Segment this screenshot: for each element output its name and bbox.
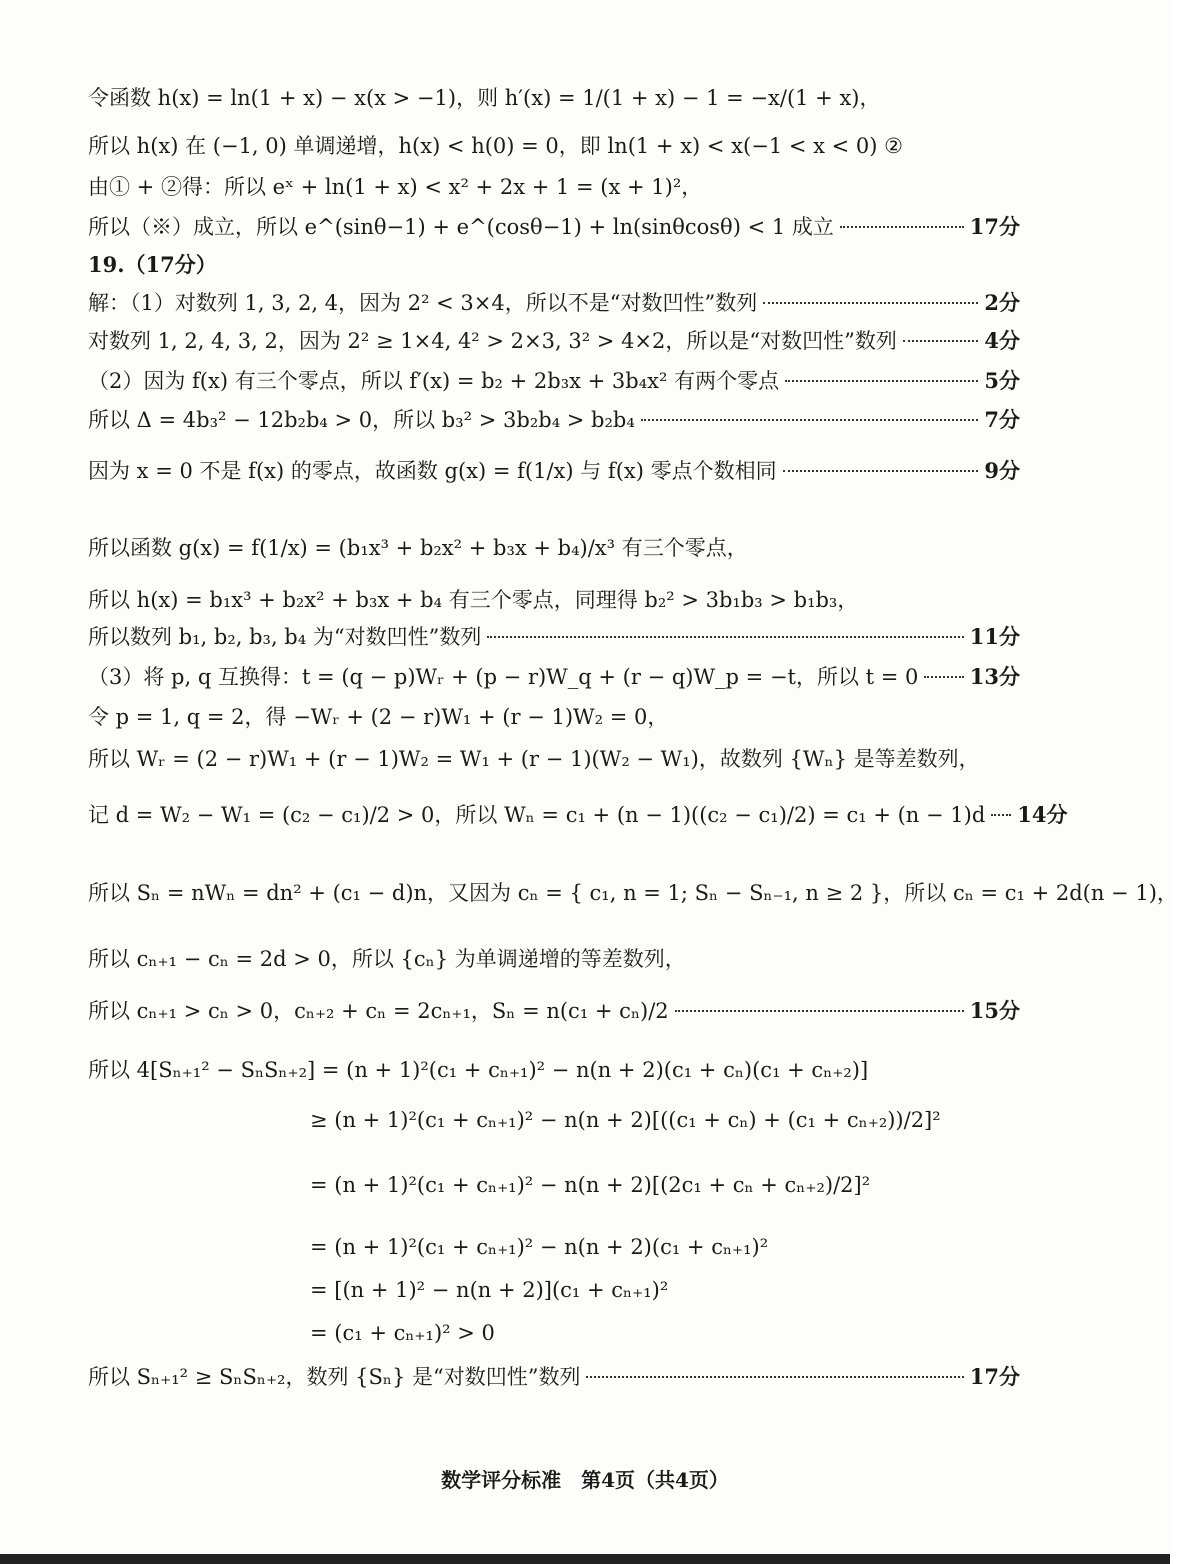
dot-leader xyxy=(840,226,964,228)
solution-line xyxy=(88,172,1020,202)
line-text: 所以 Δ = 4b₃² − 12b₂b₄ > 0，所以 b₃² > 3b₂b₄ > b₂b₄ xyxy=(88,408,635,432)
line-text: 所以 h(x) 在 (−1, 0) 单调递增，h(x) < h(0) = 0，即 ln(1 + x) < x(−1 < x < 0) ② xyxy=(88,134,903,158)
line-text: 对数列 1, 2, 4, 3, 2，因为 2² ≥ 1×4, 4² > 2×3, 3² > 4×2，所以是“对数凹性”数列 xyxy=(88,329,897,353)
line-text: ≥ (n + 1)²(c₁ + cₙ₊₁)² − n(n + 2)[((c₁ + cₙ) + (c₁ + cₙ₊₂))/2]² xyxy=(310,1108,941,1132)
line-text: 所以（※）成立，所以 e^(sinθ−1) + e^(cosθ−1) + ln(sinθcosθ) < 1 成立 xyxy=(88,215,834,239)
solution-line xyxy=(88,533,1020,563)
line-text: 所以 Wᵣ = (2 − r)W₁ + (r − 1)W₂ = W₁ + (r − 1)(W₂ − W₁)，故数列 {Wₙ} 是等差数列， xyxy=(88,747,980,771)
line-text: 所以函数 g(x) = f(1/x) = (b₁x³ + b₂x² + b₃x + b₄)/x³ 有三个零点， xyxy=(88,536,748,560)
scored-step-line xyxy=(88,622,1020,652)
solution-line xyxy=(88,83,1020,113)
scan-edge xyxy=(0,1554,1170,1564)
line-text: 由① + ②得：所以 eˣ + ln(1 + x) < x² + 2x + 1 = (x + 1)²， xyxy=(88,175,703,199)
score-points: 5分 xyxy=(984,368,1020,393)
line-text: （2）因为 f(x) 有三个零点，所以 f′(x) = b₂ + 2b₃x + 3b₄x² 有两个零点 xyxy=(88,369,780,393)
solution-line xyxy=(88,744,1020,774)
solution-line xyxy=(88,585,1020,615)
dot-leader xyxy=(924,676,963,678)
solution-line xyxy=(88,878,1178,908)
line-text: 所以 Sₙ₊₁² ≥ SₙSₙ₊₂，数列 {Sₙ} 是“对数凹性”数列 xyxy=(88,1365,581,1389)
line-text: = (n + 1)²(c₁ + cₙ₊₁)² − n(n + 2)(c₁ + cₙ₊₁)² xyxy=(310,1235,769,1259)
line-text: 令函数 h(x) = ln(1 + x) − x(x > −1)，则 h′(x) = 1/(1 + x) − 1 = −x/(1 + x)， xyxy=(88,86,881,110)
score-points: 7分 xyxy=(984,407,1020,432)
dot-leader xyxy=(487,636,963,638)
solution-line xyxy=(88,702,1020,732)
score-points: 13分 xyxy=(969,664,1020,689)
page-footer: 数学评分标准 第4页（共4页） xyxy=(441,1468,729,1492)
dot-leader xyxy=(641,419,979,421)
line-text: 所以 h(x) = b₁x³ + b₂x² + b₃x + b₄ 有三个零点，同理得 b₂² > 3b₁b₃ > b₁b₃， xyxy=(88,588,859,612)
line-text: 19.（17分） xyxy=(88,252,217,277)
score-points: 9分 xyxy=(984,458,1020,483)
scored-step-line xyxy=(88,1362,1020,1392)
line-text: 解：（1）对数列 1, 3, 2, 4，因为 2² < 3×4，所以不是“对数凹性”数列 xyxy=(88,291,758,315)
scored-step-line xyxy=(88,996,1020,1026)
solution-line xyxy=(310,1318,1020,1348)
line-text: 因为 x = 0 不是 f(x) 的零点，故函数 g(x) = f(1/x) 与 f(x) 零点个数相同 xyxy=(88,459,777,483)
line-text: 记 d = W₂ − W₁ = (c₂ − c₁)/2 > 0，所以 Wₙ = c₁ + (n − 1)((c₂ − c₁)/2) = c₁ + (n − 1)d xyxy=(88,803,986,827)
scored-step-line xyxy=(88,662,1020,692)
line-text: 所以 Sₙ = nWₙ = dn² + (c₁ − d)n，又因为 cₙ = { c₁, n = 1; Sₙ − Sₙ₋₁, n ≥ 2 }，所以 cₙ = c₁ + 2d(n − 1)， xyxy=(88,881,1178,905)
solution-line xyxy=(310,1105,1020,1135)
dot-leader xyxy=(903,340,979,342)
line-text: = [(n + 1)² − n(n + 2)](c₁ + cₙ₊₁)² xyxy=(310,1278,669,1302)
dot-leader xyxy=(586,1376,963,1378)
solution-line xyxy=(88,250,1020,280)
score-points: 11分 xyxy=(969,624,1020,649)
solution-line xyxy=(310,1232,1020,1262)
line-text: 所以 4[Sₙ₊₁² − SₙSₙ₊₂] = (n + 1)²(c₁ + cₙ₊₁)² − n(n + 2)(c₁ + cₙ)(c₁ + cₙ₊₂)] xyxy=(88,1058,869,1082)
dot-leader xyxy=(763,302,978,304)
line-text: 所以 cₙ₊₁ > cₙ > 0，cₙ₊₂ + cₙ = 2cₙ₊₁，Sₙ = n(c₁ + cₙ)/2 xyxy=(88,999,669,1023)
scored-step-line xyxy=(88,405,1020,435)
score-points: 14分 xyxy=(1017,802,1068,827)
solution-line xyxy=(88,944,1020,974)
solution-line xyxy=(310,1170,1020,1200)
line-text: 令 p = 1, q = 2，得 −Wᵣ + (2 − r)W₁ + (r − 1)W₂ = 0， xyxy=(88,705,669,729)
scored-step-line xyxy=(88,366,1020,396)
line-text: 所以 cₙ₊₁ − cₙ = 2d > 0，所以 {cₙ} 为单调递增的等差数列， xyxy=(88,947,686,971)
line-text: = (n + 1)²(c₁ + cₙ₊₁)² − n(n + 2)[(2c₁ + cₙ + cₙ₊₂)/2]² xyxy=(310,1173,871,1197)
dot-leader xyxy=(785,380,978,382)
scored-step-line xyxy=(88,326,1020,356)
scored-step-line xyxy=(88,800,1068,830)
scored-step-line xyxy=(88,456,1020,486)
score-points: 4分 xyxy=(984,328,1020,353)
line-text: 所以数列 b₁, b₂, b₃, b₄ 为“对数凹性”数列 xyxy=(88,625,482,649)
line-text: = (c₁ + cₙ₊₁)² > 0 xyxy=(310,1321,495,1345)
line-text: （3）将 p, q 互换得：t = (q − p)Wᵣ + (p − r)W_q + (r − q)W_p = −t，所以 t = 0 xyxy=(88,665,919,689)
score-points: 2分 xyxy=(984,290,1020,315)
score-points: 17分 xyxy=(969,1364,1020,1389)
solution-line xyxy=(310,1275,1020,1305)
dot-leader xyxy=(675,1010,964,1012)
dot-leader xyxy=(783,470,979,472)
solution-line xyxy=(88,1055,1020,1085)
solution-line xyxy=(88,131,1020,161)
score-points: 17分 xyxy=(969,214,1020,239)
dot-leader xyxy=(991,814,1011,816)
scored-step-line xyxy=(88,212,1020,242)
score-points: 15分 xyxy=(969,998,1020,1023)
scored-step-line xyxy=(88,288,1020,318)
